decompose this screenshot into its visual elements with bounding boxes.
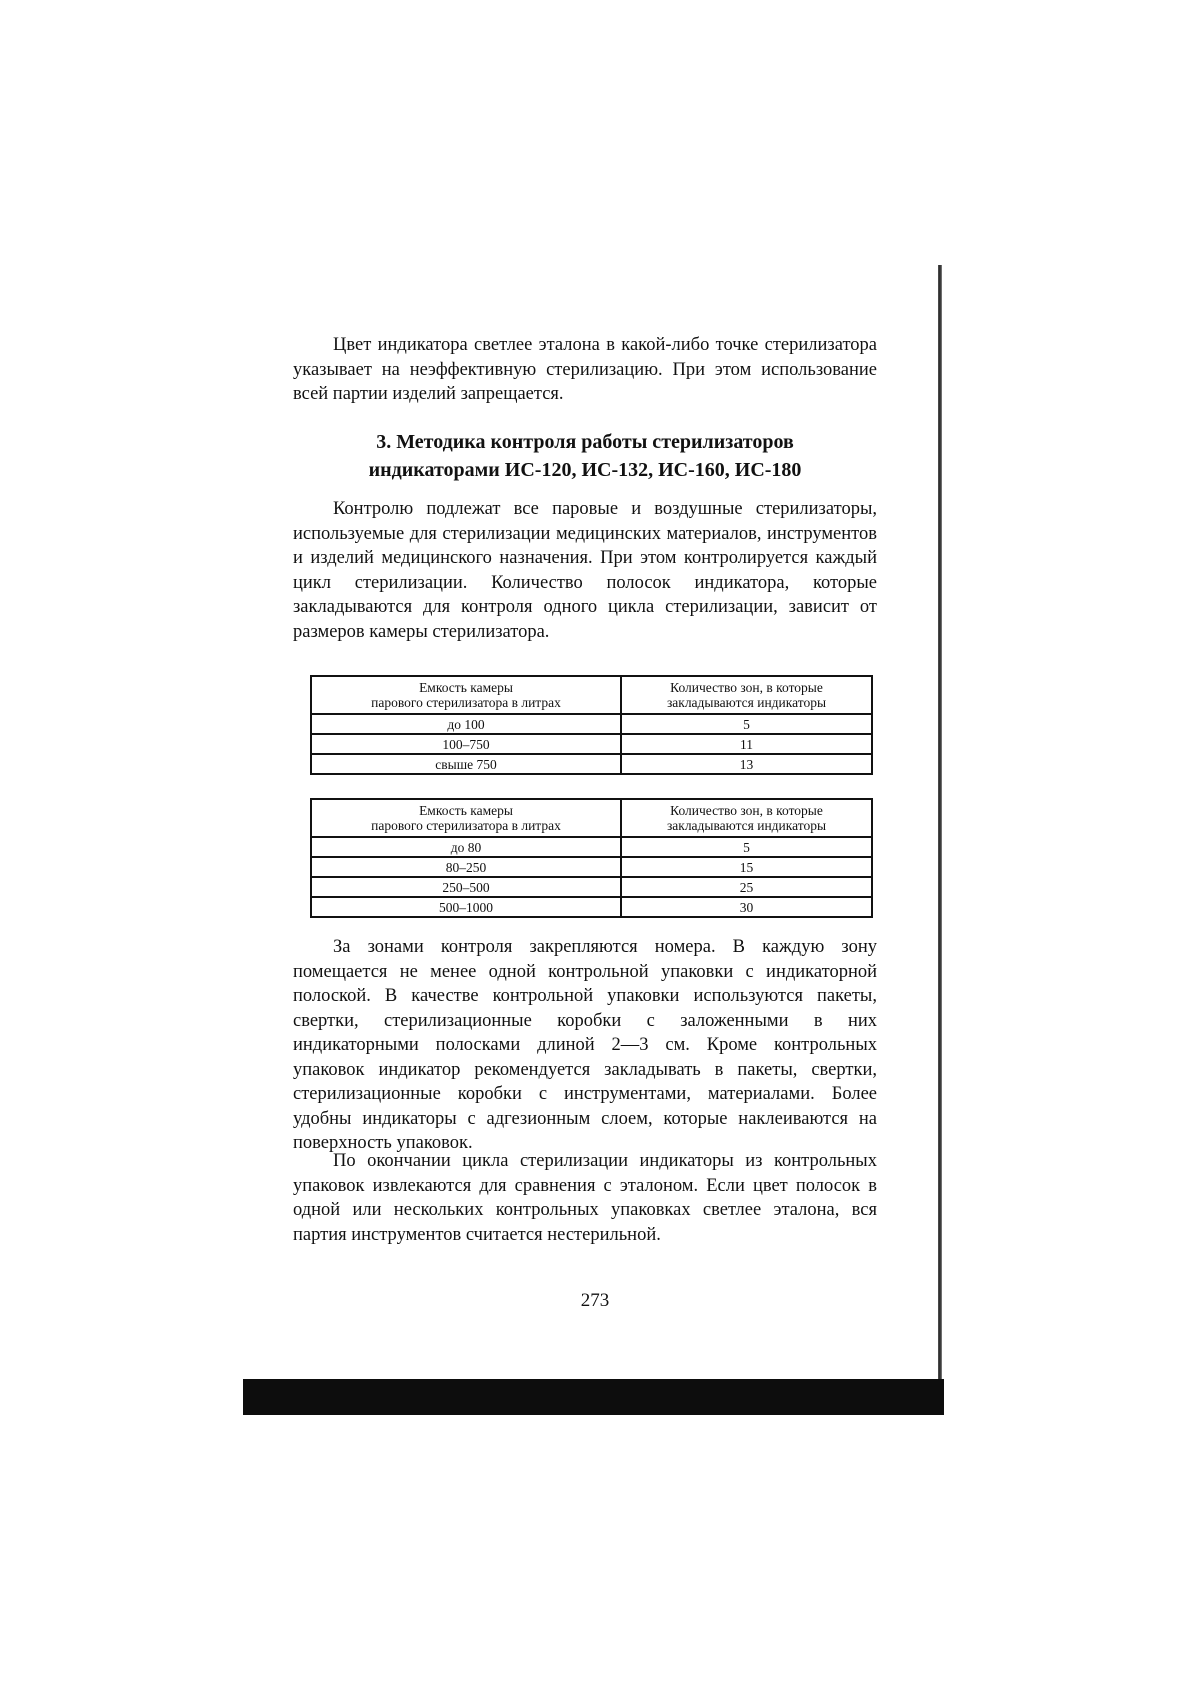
cell-zones: 5 bbox=[621, 837, 872, 857]
header-zones-line-1: Количество зон, в которые bbox=[670, 803, 823, 818]
header-capacity-line-2: парового стерилизатора в литрах bbox=[371, 695, 561, 710]
end-paragraph: По окончании цикла стерилизации индикаторы из контрольных упаковок извлекаются для сравнения с эталоном. Если цвет полосок в одной или нескольких контрольных упаковках светлее эталона, вся партия инструментов считается нестерильной. bbox=[293, 1151, 877, 1245]
table-row bbox=[311, 897, 872, 917]
cell-capacity: до 100 bbox=[311, 714, 621, 734]
table-row bbox=[311, 877, 872, 897]
header-zones-line-2: закладываются индикаторы bbox=[666, 695, 827, 710]
header-capacity-line-1: Емкость камеры bbox=[419, 803, 513, 818]
header-capacity-line-2: парового стерилизатора в литрах bbox=[371, 818, 561, 833]
control-paragraph-block bbox=[293, 497, 877, 644]
table-row bbox=[311, 734, 872, 754]
end-paragraph-block bbox=[293, 1149, 877, 1247]
cell-zones: 13 bbox=[621, 754, 872, 774]
intro-paragraph-block bbox=[293, 333, 877, 407]
section-heading-line-2: индикаторами ИС-120, ИС-132, ИС-160, ИС-180 bbox=[368, 459, 802, 481]
zones-paragraph-block bbox=[293, 935, 877, 1156]
cell-capacity: до 80 bbox=[311, 837, 621, 857]
cell-capacity: 100–750 bbox=[311, 734, 621, 754]
table-row bbox=[311, 714, 872, 734]
section-heading bbox=[293, 428, 877, 484]
cell-capacity: 250–500 bbox=[311, 877, 621, 897]
control-paragraph: Контролю подлежат все паровые и воздушные стерилизаторы, используемые для стерилизации медицинских материалов, инструментов и изделий медицинского назначения. При этом контролируется каждый цикл стерилизации. Количество полосок индикатора, которые закладываются для контроля одного цикла стерилизации, зависит от размеров камеры стерилизатора. bbox=[293, 499, 877, 642]
table-row bbox=[311, 837, 872, 857]
header-zones-line-1: Количество зон, в которые bbox=[670, 680, 823, 695]
table-row bbox=[311, 857, 872, 877]
cell-capacity: 80–250 bbox=[311, 857, 621, 877]
zones-paragraph: За зонами контроля закрепляются номера. В каждую зону помещается не менее одной контрольной упаковки с индикаторной полоской. В качестве контрольной упаковки используются пакеты, свертки, стерилизационные коробки с заложенными в них индикаторными полосками длиной 2—3 см. Кроме контрольных упаковок индикатор рекомендуется закладывать в пакеты, свертки, стерилизационные коробки с инструментами, материалами. Более удобны индикаторы с адгезионным слоем, которые наклеиваются на поверхность упаковок. bbox=[293, 937, 877, 1153]
page-edge-shadow bbox=[938, 265, 942, 1380]
steam-capacity-table-1 bbox=[310, 675, 873, 775]
header-zones bbox=[621, 676, 872, 714]
table-header-row bbox=[311, 799, 872, 837]
section-heading-line-1: 3. Методика контроля работы стерилизаторов bbox=[376, 431, 794, 453]
cell-zones: 5 bbox=[621, 714, 872, 734]
header-capacity bbox=[311, 799, 621, 837]
scan-bottom-edge bbox=[243, 1379, 944, 1415]
table-row bbox=[311, 754, 872, 774]
header-capacity bbox=[311, 676, 621, 714]
cell-zones: 15 bbox=[621, 857, 872, 877]
page-number: 273 bbox=[580, 1290, 610, 1311]
table-header-row bbox=[311, 676, 872, 714]
steam-capacity-table-2 bbox=[310, 798, 873, 918]
cell-capacity: свыше 750 bbox=[311, 754, 621, 774]
cell-capacity: 500–1000 bbox=[311, 897, 621, 917]
header-zones-line-2: закладываются индикаторы bbox=[666, 818, 827, 833]
header-capacity-line-1: Емкость камеры bbox=[419, 680, 513, 695]
cell-zones: 30 bbox=[621, 897, 872, 917]
header-zones bbox=[621, 799, 872, 837]
cell-zones: 11 bbox=[621, 734, 872, 754]
intro-paragraph: Цвет индикатора светлее эталона в какой-либо точке стерилизатора указывает на неэффективную стерилизацию. При этом использование всей партии изделий запрещается. bbox=[293, 335, 877, 404]
cell-zones: 25 bbox=[621, 877, 872, 897]
